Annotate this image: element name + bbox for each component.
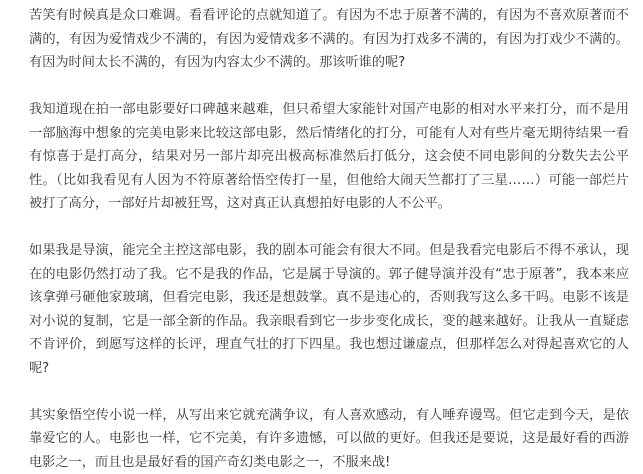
paragraph: 其实象悟空传小说一样，从写出来它就充满争议，有人喜欢感动，有人唾弃谩骂。但它走到今天，是依靠爱它的人。电影也一样，它不完美，有许多遗憾，可以做的更好。但我还是要说，这是最好看的西游电影之一，而且也是最好看的国产奇幻类电影之一，不服来战! [29, 404, 629, 474]
paragraph: 苦笑有时候真是众口难调。看看评论的点就知道了。有因为不忠于原著不满的，有因为不喜欢原著而不满的，有因为爱情戏少不满的，有因为爱情戏多不满的。有因为打戏多不满的，有因为打戏少不满的。有因为时间太长不满的，有因为内容太少不满的。那该听谁的呢? [29, 4, 629, 75]
article-body [29, 4, 629, 474]
paragraph: 如果我是导演，能完全主控这部电影，我的剧本可能会有很大不同。但是我看完电影后不得不承认，现在的电影仍然打动了我。它不是我的作品，它是属于导演的。郭子健导演并没有“忠于原著”，我本来应该拿弹弓砸他家玻璃，但看完电影，我还是想鼓掌。真不是违心的，否则我写这么多干吗。电影不该是对小说的复制，它是一部全新的作品。我亲眼看到它一步步变化成长，变的越来越好。让我从一直疑虑不肯评价，到愿写这样的长评，理直气壮的打下四星。我也想过谦虚点，但那样怎么对得起喜欢它的人呢? [29, 239, 629, 380]
paragraph: 我知道现在拍一部电影要好口碑越来越难，但只希望大家能针对国产电影的相对水平来打分，而不是用一部脑海中想象的完美电影来比较这部电影，然后情绪化的打分，可能有人对有些片毫无期待结果一看有惊喜于是打高分，结果对另一部片却亮出极高标准然后打低分，这会使不同电影间的分数失去公平性。（比如我看见有人因为不符原著给悟空传打一星，但他给大闹天竺都打了三星……）可能一部烂片被打了高分，一部好片却被狂骂，这对真正认真想拍好电影的人不公平。 [29, 98, 629, 216]
